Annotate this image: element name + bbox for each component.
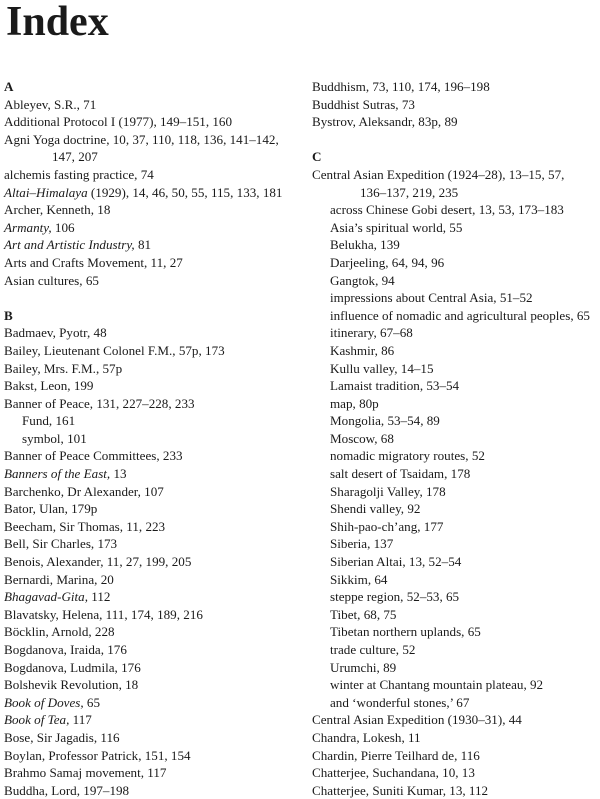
index-entry: Bell, Sir Charles, 173 [4, 536, 118, 552]
index-subentry: Shendi valley, 92 [330, 501, 421, 517]
section-spacer [4, 289, 294, 307]
index-subentry: Asia’s spiritual world, 55 [330, 219, 463, 235]
section-letter-heading: B [4, 307, 13, 323]
index-column-right [312, 78, 600, 799]
entry-text: 106 [51, 219, 75, 235]
index-entry [4, 184, 294, 202]
index-subentry: salt desert of Tsaidam, 178 [330, 466, 471, 482]
index-entry: Benois, Alexander, 11, 27, 199, 205 [4, 554, 192, 570]
index-subentry: Tibetan northern uplands, 65 [330, 624, 481, 640]
index-entry: Badmaev, Pyotr, 48 [4, 325, 107, 341]
entry-title-italic: Banners of the East, [4, 466, 111, 482]
index-subentry: impressions about Central Asia, 51–52 [330, 290, 533, 306]
index-entry: Brahmo Samaj movement, 117 [4, 765, 167, 781]
index-entry: Banner of Peace, 131, 227–228, 233 [4, 395, 195, 411]
index-subentry: influence of nomadic and agricultural peoples, 65 [330, 307, 590, 323]
page-title: Index [6, 0, 109, 45]
index-entry: Buddha, Lord, 197–198 [4, 782, 130, 798]
index-subentry: across Chinese Gobi desert, 13, 53, 173–183 [330, 202, 564, 218]
index-entry: Chandra, Lokesh, 11 [312, 729, 421, 745]
index-subentry: Shih-pao-ch’ang, 177 [330, 518, 444, 534]
entry-title-italic: Book of Tea, [4, 712, 70, 728]
entry-text: 81 [134, 237, 152, 253]
section-letter-heading: C [312, 149, 322, 165]
index-entry: Boylan, Professor Patrick, 151, 154 [4, 747, 191, 763]
index-subentry: winter at Chantang mountain plateau, 92 [330, 677, 544, 693]
index-subentry: Gangtok, 94 [330, 272, 395, 288]
entry-text: (1929), 14, 46, 50, 55, 115, 133, 181 [87, 184, 283, 200]
entry-title-italic: Armanty, [4, 219, 52, 235]
index-entry [4, 219, 294, 237]
index-entry [4, 694, 294, 712]
index-subentry: and ‘wonderful stones,’ 67 [330, 694, 470, 710]
index-entry: Banner of Peace Committees, 233 [4, 448, 183, 464]
index-entry: Chatterjee, Suchandana, 10, 13 [312, 765, 475, 781]
index-entry [4, 711, 294, 729]
index-subentry: Siberian Altai, 13, 52–54 [330, 554, 462, 570]
index-subentry: Belukha, 139 [330, 237, 400, 253]
index-subentry: Sharagolji Valley, 178 [330, 483, 446, 499]
index-entry: Bailey, Lieutenant Colonel F.M., 57p, 173 [4, 342, 225, 358]
index-entry: Central Asian Expedition (1930–31), 44 [312, 712, 522, 728]
index-subentry: Moscow, 68 [330, 430, 394, 446]
index-entry: Beecham, Sir Thomas, 11, 223 [4, 518, 166, 534]
index-entry [4, 465, 294, 483]
index-entry: Bakst, Leon, 199 [4, 378, 94, 394]
index-subentry: map, 80p [330, 395, 379, 411]
index-entry: Archer, Kenneth, 18 [4, 202, 111, 218]
index-entry: Bernardi, Marina, 20 [4, 571, 114, 587]
index-subentry: itinerary, 67–68 [330, 325, 413, 341]
index-subentry: 136–137, 219, 235 [360, 184, 459, 200]
index-entry: Ableyev, S.R., 71 [4, 96, 97, 112]
index-subentry: Fund, 161 [22, 413, 76, 429]
index-subentry: trade culture, 52 [330, 642, 416, 657]
index-entry: Central Asian Expedition (1924–28), 13–15, 57, [312, 166, 565, 182]
index-entry: Bystrov, Aleksandr, 83p, 89 [312, 114, 458, 130]
index-entry [4, 588, 294, 606]
index-entry: Blavatsky, Helena, 111, 174, 189, 216 [4, 606, 203, 622]
index-entry: Buddhist Sutras, 73 [312, 96, 415, 112]
index-entry: alchemis fasting practice, 74 [4, 166, 154, 182]
entry-title-italic: Art and Artistic Industry, [4, 237, 135, 253]
index-subentry: Darjeeling, 64, 94, 96 [330, 254, 445, 270]
index-entry: Buddhism, 73, 110, 174, 196–198 [312, 79, 490, 94]
index-entry: Bolshevik Revolution, 18 [4, 677, 139, 693]
index-entry: Chardin, Pierre Teilhard de, 116 [312, 747, 480, 763]
index-entry [4, 236, 294, 254]
index-entry: Bogdanova, Iraida, 176 [4, 642, 127, 657]
index-subentry: Kashmir, 86 [330, 342, 395, 358]
index-entry: Arts and Crafts Movement, 11, 27 [4, 254, 183, 270]
index-entry: Bogdanova, Ludmila, 176 [4, 659, 141, 675]
index-subentry: Mongolia, 53–54, 89 [330, 413, 440, 429]
entry-title-italic: Bhagavad-Gita, [4, 589, 89, 605]
index-entry: Asian cultures, 65 [4, 272, 99, 288]
section-letter-heading: A [4, 79, 14, 94]
index-column-left [4, 78, 294, 799]
index-subentry: Tibet, 68, 75 [330, 606, 397, 622]
index-subentry: Kullu valley, 14–15 [330, 360, 434, 376]
index-subentry: Siberia, 137 [330, 536, 394, 552]
index-entry: Bose, Sir Jagadis, 116 [4, 729, 120, 745]
entry-text: 112 [88, 589, 111, 605]
entry-title-italic: Book of Doves, [4, 694, 84, 710]
index-entry: Barchenko, Dr Alexander, 107 [4, 483, 164, 499]
index-subentry: Sikkim, 64 [330, 571, 388, 587]
section-spacer [312, 131, 600, 149]
entry-text: 65 [83, 694, 101, 710]
entry-title-italic: Altai–Himalaya [4, 184, 88, 200]
index-entry: Additional Protocol I (1977), 149–151, 160 [4, 114, 233, 130]
index-subentry: Urumchi, 89 [330, 659, 397, 675]
index-entry: Chatterjee, Suniti Kumar, 13, 112 [312, 782, 489, 798]
index-subentry: symbol, 101 [22, 430, 87, 446]
index-entry: Agni Yoga doctrine, 10, 37, 110, 118, 136, 141–142, [4, 131, 279, 147]
index-subentry: 147, 207 [52, 149, 98, 165]
entry-text: 13 [110, 466, 127, 482]
index-subentry: Lamaist tradition, 53–54 [330, 378, 460, 394]
index-subentry: nomadic migratory routes, 52 [330, 448, 485, 464]
entry-text: 117 [69, 712, 92, 728]
index-subentry: steppe region, 52–53, 65 [330, 589, 460, 605]
index-entry: Bailey, Mrs. F.M., 57p [4, 360, 123, 376]
index-entry: Bator, Ulan, 179p [4, 501, 98, 517]
index-entry: Böcklin, Arnold, 228 [4, 624, 115, 640]
